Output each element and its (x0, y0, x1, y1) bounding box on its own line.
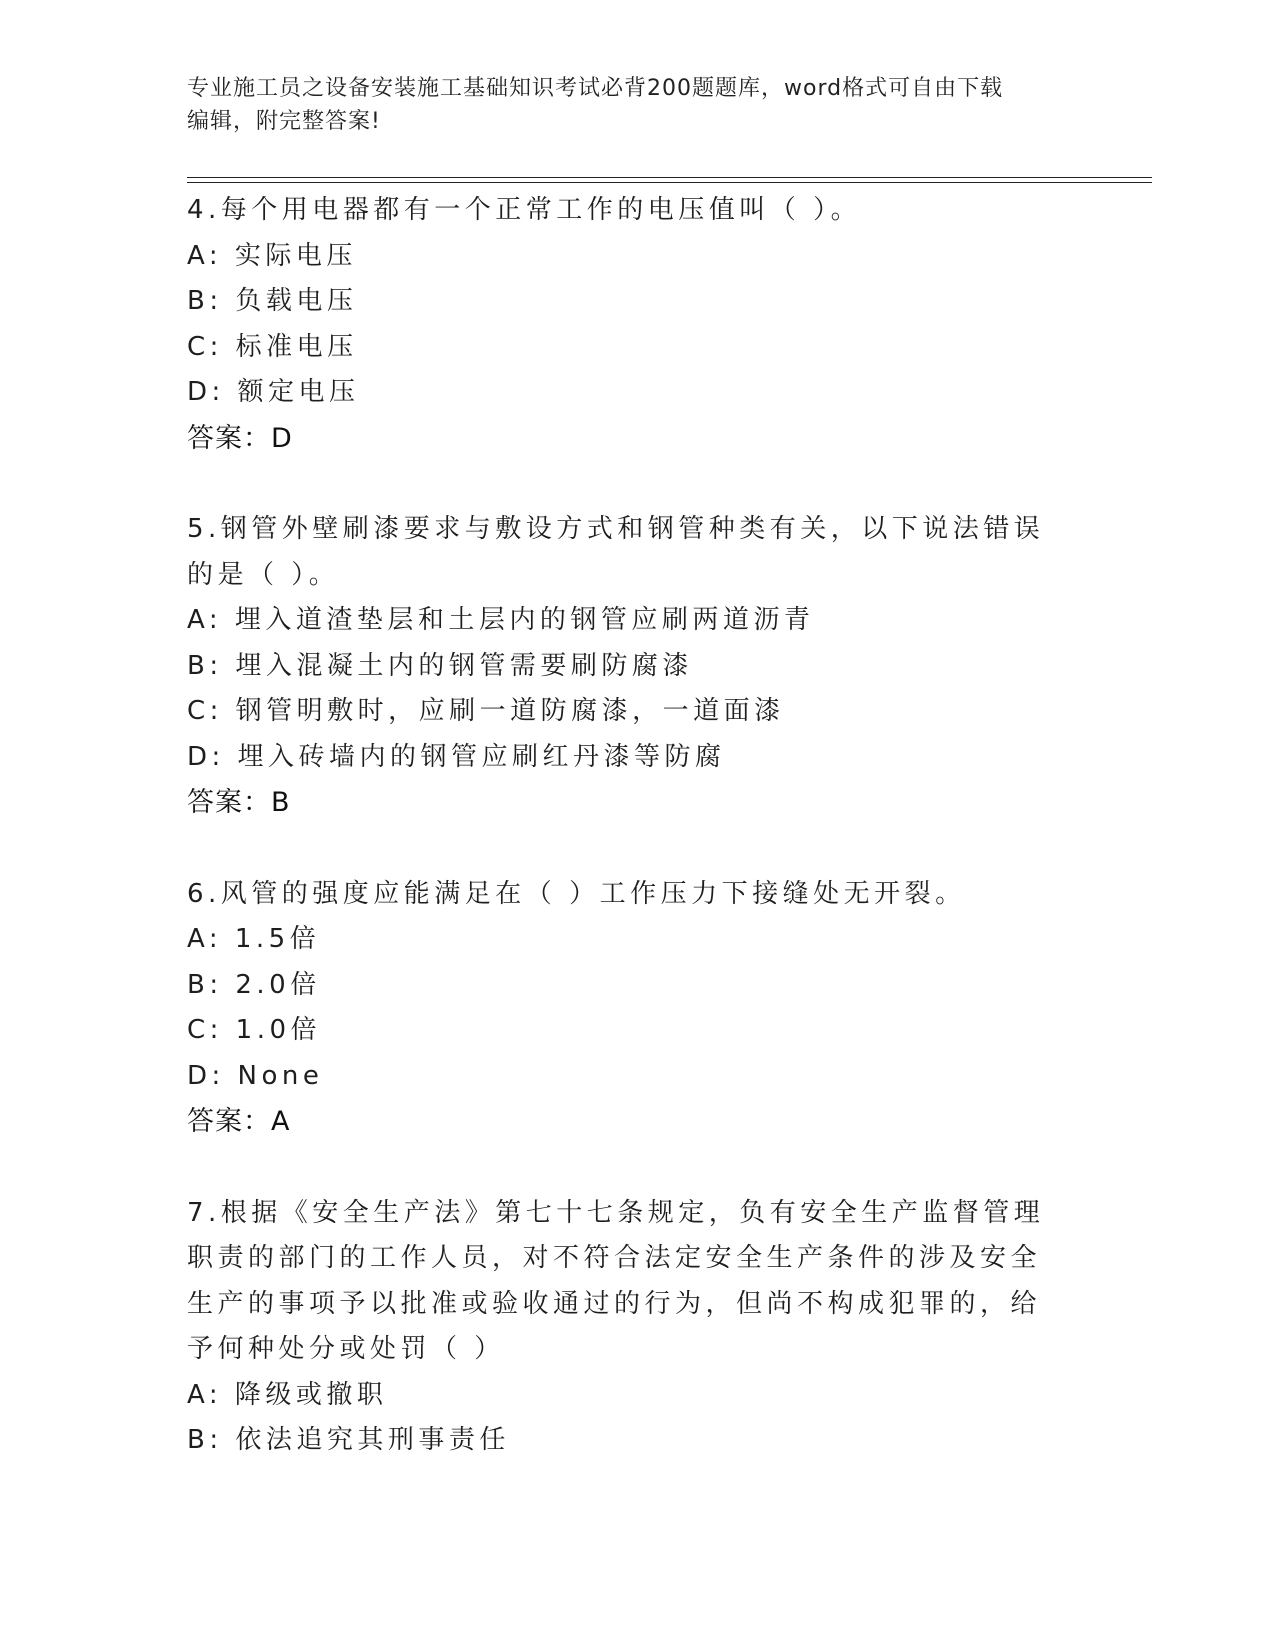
option-d: D: 额定电压 (187, 377, 360, 407)
header-divider-top (187, 177, 1152, 178)
option-a: A: 降级或撤职 (187, 1379, 388, 1410)
question-stem: 5.钢管外壁刷漆要求与敷设方式和钢管种类有关，以下说法错误的是（ ）。 (187, 514, 1045, 590)
question-stem: 7.根据《安全生产法》第七十七条规定，负有安全生产监督管理职责的部门的工作人员，对不符合法定安全生产条件的涉及安全生产的事项予以批准或验收通过的行为，但尚不构成犯罪的，给予何种处分或处罚（ ） (187, 1197, 1045, 1364)
answer-label: 答案：D (187, 422, 293, 454)
option-b: B: 负载电压 (187, 286, 358, 316)
option-b: B: 2.0倍 (187, 969, 321, 1000)
option-c: C: 钢管明敷时，应刷一道防腐漆，一道面漆 (187, 696, 785, 726)
option-d: D: None (187, 1060, 324, 1091)
option-b: B: 埋入混凝土内的钢管需要刷防腐漆 (187, 650, 693, 681)
question-list (187, 188, 1087, 1464)
question-6 (187, 872, 1087, 1145)
question-stem: 6.风管的强度应能满足在（ ）工作压力下接缝处无开裂。 (187, 878, 966, 909)
answer-label: 答案：A (187, 1106, 291, 1137)
option-d: D: 埋入砖墙内的钢管应刷红丹漆等防腐 (187, 741, 726, 772)
option-a: A: 埋入道渣垫层和土层内的钢管应刷两道沥青 (187, 605, 815, 635)
question-stem: 4.每个用电器都有一个正常工作的电压值叫（ ）。 (187, 195, 862, 225)
option-a: A: 实际电压 (187, 240, 357, 271)
header-divider-bottom (187, 182, 1152, 183)
option-a: A: 1.5倍 (187, 924, 321, 954)
document-header (187, 72, 1067, 138)
header-line-1: 专业施工员之设备安装施工基础知识考试必背200题题库，word格式可自由下载 (187, 76, 1004, 101)
option-c: C: 标准电压 (187, 331, 358, 362)
question-4 (187, 188, 1087, 461)
option-b: B: 依法追究其刑事责任 (187, 1425, 510, 1455)
option-c: C: 1.0倍 (187, 1015, 322, 1045)
question-5 (187, 507, 1087, 826)
answer-label: 答案：B (187, 787, 291, 818)
header-line-2: 编辑，附完整答案! (187, 109, 381, 134)
question-7 (187, 1191, 1087, 1464)
